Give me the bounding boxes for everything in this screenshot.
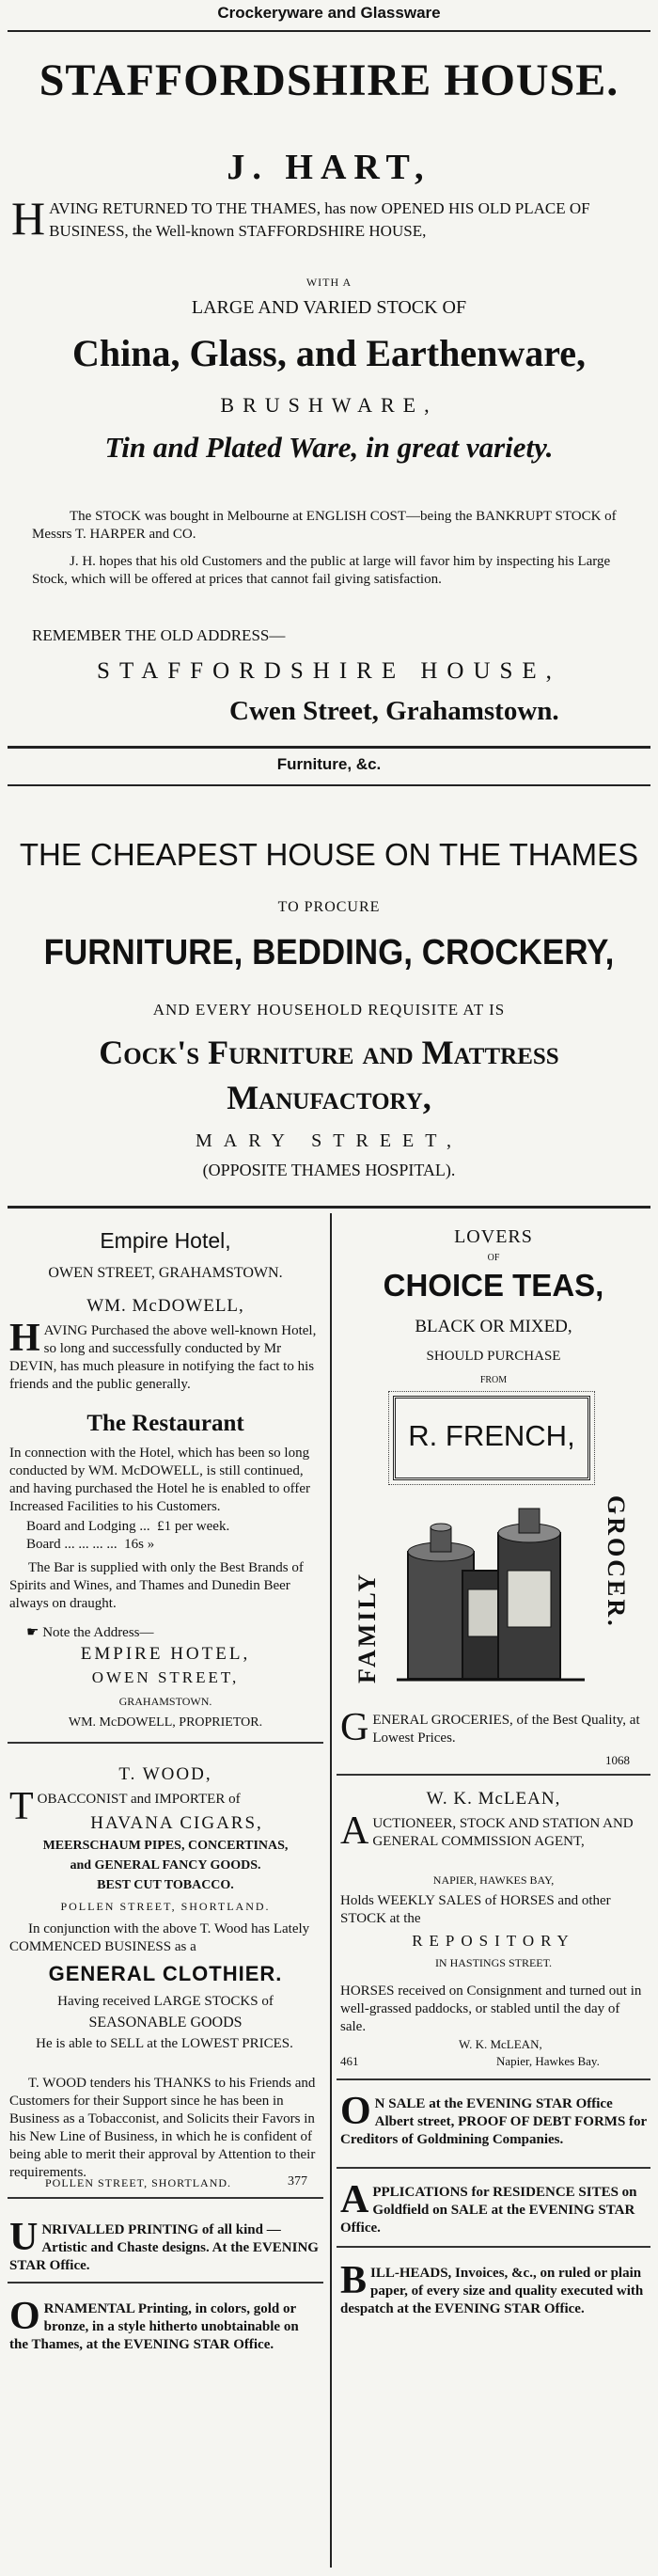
- printing-ad-2: ORNAMENTAL Printing, in colors, gold or bronze, in a style hitherto unobtainable on the Thames, at the EVENING STAR Office.: [9, 2295, 299, 2352]
- staffordshire-ad: [0, 0, 658, 743]
- horses-text: HORSES received on Consignment and turned out in well-grassed paddocks, or stabled until the day of sale.: [340, 1983, 642, 2034]
- meerschaum: MEERSCHAUM PIPES, CONCERTINAS,: [42, 1839, 289, 1853]
- applications-ad: APPLICATIONS for RESIDENCE SITES on Goldfield on SALE at the EVENING STAR Office.: [340, 2178, 637, 2236]
- black-mixed: BLACK OR MIXED,: [415, 1317, 572, 1336]
- procure: TO PROCURE: [277, 899, 381, 915]
- address-house: STAFFORDSHIRE HOUSE,: [97, 658, 561, 684]
- thanks: T. WOOD tenders his THANKS to his Friends and Customers for their Support since he has been in Business as a Tobacconist, and Solicits their Favors in his New Line of Business, in which he is confident of being able to merit their approval by Attention to their requirements.: [9, 2076, 316, 2180]
- on-sale-ad: O N SALE at the EVENING STAR Office Albert street, PROOF OF DEBT FORMS for Creditors of Goldmining Companies.: [340, 2090, 647, 2147]
- tin-line: Tin and Plated Ware, in great variety.: [104, 431, 554, 464]
- mclean-name: W. K. McLEAN,: [426, 1789, 561, 1809]
- billheads-ad: BILL-HEADS, Invoices, &c., on ruled or plain paper, of every size and quality executed with despatch at the EVENING STAR Office.: [340, 2259, 644, 2316]
- empire-addr1: EMPIRE HOTEL,: [80, 1644, 251, 1664]
- remember-line: REMEMBER THE OLD ADDRESS—: [32, 626, 286, 644]
- empire-address: OWEN STREET, GRAHAMSTOWN.: [48, 1265, 283, 1281]
- drop-cap: H: [11, 192, 46, 245]
- intro-paragraph: HAVING RETURNED TO THE THAMES, has now OPENED HIS OLD PLACE OF BUSINESS, the Well-known STAFFORDSHIRE HOUSE,: [11, 192, 590, 245]
- bar-text: The Bar is supplied with only the Best Brands of Spirits and Wines, and Thames and Dunedin Beer always on draught.: [9, 1560, 304, 1611]
- seasonable: SEASONABLE GOODS: [88, 2015, 243, 2031]
- empire-title: Empire Hotel,: [100, 1228, 231, 1253]
- drop-cap: H: [9, 1317, 40, 1360]
- address-street: Cwen Street, Grahamstown.: [229, 696, 559, 726]
- general-clothier: GENERAL CLOTHIER.: [48, 1962, 283, 1985]
- drop-cap: G: [340, 1706, 369, 1749]
- empire-intro: HAVING Purchased the above well-known Hotel, so long and successfully conducted by Mr DEVIN, has much pleasure in notifying the fact to his friends and the public generally.: [9, 1317, 317, 1392]
- drop-cap: A: [340, 1810, 369, 1853]
- section-heading: Crockeryware and Glassware: [217, 4, 441, 22]
- teas-num: 1068: [605, 1753, 630, 1767]
- empire-sign: WM. McDOWELL, PROPRIETOR.: [68, 1715, 263, 1730]
- proprietor-name: J. HART,: [227, 148, 431, 187]
- wood-footer: POLLEN STREET, SHORTLAND.: [45, 2176, 232, 2189]
- cock-line: Cock's Furniture and Mattress: [99, 1034, 559, 1071]
- tea-canisters-illustration: [397, 1495, 585, 1693]
- mary-street: MARY STREET,: [195, 1130, 462, 1151]
- from: FROM: [479, 1375, 508, 1385]
- wood-name: T. WOOD,: [118, 1764, 212, 1784]
- manufactory: Manufactory,: [227, 1079, 431, 1116]
- empire-addr3: GRAHAMSTOWN.: [118, 1695, 212, 1708]
- french-name: R. FRENCH,: [408, 1419, 575, 1452]
- repository: REPOSITORY: [412, 1932, 575, 1950]
- restaurant-text: In connection with the Hotel, which has been so long conducted by WM. McDOWELL, is still continued, and having purchased the Hotel he is enabled to offer Increased Facilities to his Customers.: [9, 1446, 311, 1514]
- mclean-sign2: Napier, Hawkes Bay.: [496, 2054, 600, 2068]
- hope-note: J. H. hopes that his old Customers and the public at large will favor him by inspecting his Large Stock, which will be offered at prices that cannot fail giving satisfaction.: [32, 554, 611, 587]
- empire-addr2: OWEN STREET,: [91, 1668, 240, 1686]
- of: OF: [487, 1253, 500, 1263]
- best-cut: BEST CUT TOBACCO.: [97, 1878, 234, 1892]
- printing-ad-1: UNRIVALLED PRINTING of all kind —Artistic and Chaste designs. At the EVENING STAR Office.: [9, 2216, 319, 2273]
- rate-board-lodging: Board and Lodging ... £1 per week.: [26, 1519, 230, 1534]
- note-address: ☛ Note the Address—: [26, 1625, 154, 1640]
- mclean-num: 461: [340, 2054, 359, 2068]
- ad-title: STAFFORDSHIRE HOUSE.: [39, 55, 619, 105]
- cheapest-title: THE CHEAPEST HOUSE ON THE THAMES: [19, 837, 639, 872]
- stock-line: LARGE AND VARIED STOCK OF: [191, 297, 467, 318]
- empire-owner: WM. McDOWELL,: [86, 1296, 244, 1316]
- general-groceries: GENERAL GROCERIES, of the Best Quality, at Lowest Prices.: [340, 1706, 640, 1749]
- wood-num: 377: [288, 2174, 307, 2189]
- with-a: WITH A: [306, 276, 352, 289]
- brushware: BRUSHWARE,: [220, 393, 438, 417]
- left-column: [8, 1213, 323, 2568]
- furniture-ad: [0, 790, 658, 1204]
- restaurant-heading: The Restaurant: [86, 1411, 244, 1436]
- stock-note: The STOCK was bought in Melbourne at ENGLISH COST—being the BANKRUPT STOCK of Messrs T. HARPER and CO.: [32, 509, 617, 542]
- column-divider: [330, 1213, 332, 2568]
- drop-cap: U: [9, 2216, 39, 2259]
- mclean-intro: AUCTIONEER, STOCK AND STATION AND GENERAL COMMISSION AGENT,: [340, 1810, 634, 1853]
- right-column: [337, 1213, 650, 2568]
- name-frame: [393, 1396, 590, 1480]
- pollen-street: POLLEN STREET, SHORTLAND.: [60, 1900, 271, 1913]
- conjunction: In conjunction with the above T. Wood has Lately COMMENCED BUSINESS as a: [9, 1921, 310, 1954]
- havana: HAVANA CIGARS,: [90, 1813, 263, 1833]
- drop-cap: T: [9, 1785, 34, 1828]
- opposite-hospital: (OPPOSITE THAMES HOSPITAL).: [202, 1161, 456, 1179]
- weekly-sales: Holds WEEKLY SALES of HORSES and other STOCK at the: [340, 1893, 611, 1926]
- lovers: LOVERS: [454, 1226, 533, 1247]
- every-requisite: AND EVERY HOUSEHOLD REQUISITE AT IS: [152, 1001, 506, 1019]
- furniture-heading: Furniture, &c.: [276, 755, 382, 773]
- having-received: Having received LARGE STOCKS of: [57, 1994, 274, 2009]
- drop-cap: O: [9, 2295, 40, 2338]
- wood-intro: TOBACCONIST and IMPORTER of: [9, 1785, 241, 1828]
- fancy-goods: and GENERAL FANCY GOODS.: [70, 1858, 261, 1873]
- napier: NAPIER, HAWKES BAY,: [432, 1873, 555, 1887]
- grocer-vertical: GROCER.: [603, 1495, 630, 1629]
- choice-teas: CHOICE TEAS,: [383, 1268, 604, 1303]
- tea-canister-icon: [397, 1495, 585, 1693]
- pointing-hand-icon: ☛: [26, 1625, 39, 1640]
- furniture-goods: FURNITURE, BEDDING, CROCKERY,: [43, 933, 615, 972]
- should-purchase: SHOULD PURCHASE: [426, 1349, 561, 1364]
- hastings: IN HASTINGS STREET.: [434, 1956, 553, 1969]
- rate-board: Board ... ... ... ... 16s »: [26, 1537, 155, 1552]
- drop-cap: B: [340, 2259, 368, 2302]
- goods-line: China, Glass, and Earthenware,: [71, 332, 586, 374]
- mclean-sign: W. K. McLEAN,: [459, 2037, 542, 2051]
- sell-lowest: He is able to SELL at the LOWEST PRICES.: [36, 2036, 293, 2051]
- drop-cap: O: [340, 2090, 371, 2133]
- drop-cap: A: [340, 2178, 369, 2221]
- family-vertical: FAMILY: [353, 1571, 381, 1683]
